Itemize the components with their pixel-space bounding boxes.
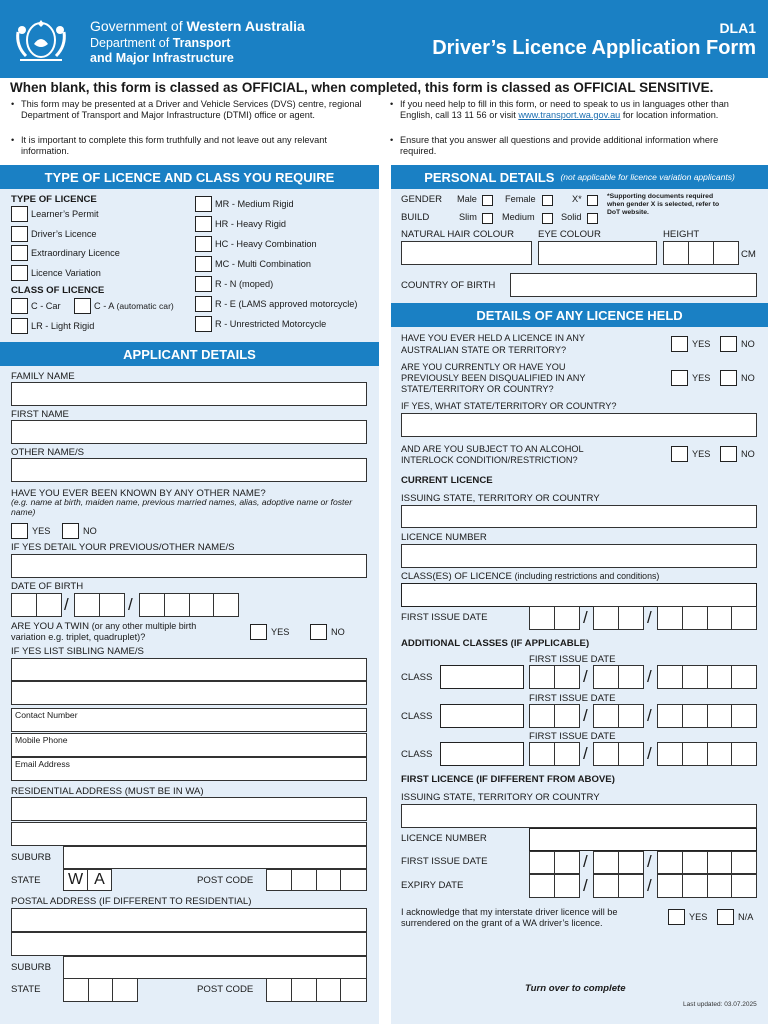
licence-number-input[interactable]: [401, 544, 757, 568]
issuing-state-label: ISSUING STATE, TERRITORY OR COUNTRY: [401, 493, 600, 504]
interlock-question-line2: INTERLOCK CONDITION/RESTRICTION?: [401, 455, 578, 465]
no-label: NO: [83, 526, 97, 536]
date-separator: /: [583, 667, 588, 686]
medium-label: Medium: [502, 212, 535, 222]
twin-yes-checkbox[interactable]: [250, 624, 267, 640]
family-name-label: FAMILY NAME: [11, 371, 75, 382]
gender-x-label: X*: [572, 194, 582, 204]
male-label: Male: [457, 194, 477, 204]
date-separator: /: [583, 744, 588, 763]
class-label: CLASS: [401, 749, 433, 760]
additional-class-1-input[interactable]: [440, 665, 524, 689]
twin-question-line2: variation e.g. triplet, quadruplet)?: [11, 632, 146, 642]
date-separator: /: [647, 876, 652, 895]
disqualified-no-checkbox[interactable]: [720, 370, 737, 386]
gender-x-note: *Supporting documents required when gender X is selected, refer to DoT website.: [607, 193, 720, 216]
state-box-letter-2: A: [88, 869, 112, 891]
disqualified-yes-checkbox[interactable]: [671, 370, 688, 386]
first-issue-year-input[interactable]: [657, 606, 757, 630]
class-mc-checkbox[interactable]: [195, 256, 212, 272]
learners-permit-label: Learner’s Permit: [31, 209, 99, 219]
previous-names-label: IF YES DETAIL YOUR PREVIOUS/OTHER NAME/S: [11, 542, 235, 553]
residential-suburb-input[interactable]: [63, 846, 367, 869]
first-issue-day-input[interactable]: [529, 606, 580, 630]
class-hr-checkbox[interactable]: [195, 216, 212, 232]
build-solid-checkbox[interactable]: [587, 213, 598, 224]
first-name-label: FIRST NAME: [11, 409, 69, 420]
first-issue-date-label: FIRST ISSUE DATE: [529, 654, 616, 665]
first-issue-date-label: FIRST ISSUE DATE: [401, 856, 488, 867]
class-rn-checkbox[interactable]: [195, 276, 212, 292]
date-separator: /: [647, 852, 652, 871]
dob-year-input[interactable]: [139, 593, 239, 617]
first-name-input[interactable]: [11, 420, 367, 444]
class-lr-checkbox[interactable]: [11, 318, 28, 334]
first-licence-issue-month[interactable]: [593, 851, 644, 874]
issuing-state-label: ISSUING STATE, TERRITORY OR COUNTRY: [401, 792, 600, 803]
interlock-question: AND ARE YOU SUBJECT TO AN ALCOHOL: [401, 444, 584, 454]
gender-x-checkbox[interactable]: [587, 195, 598, 206]
class-ca-checkbox[interactable]: [74, 298, 91, 314]
class-label: CLASS: [401, 711, 433, 722]
other-names-input[interactable]: [11, 458, 367, 482]
intro-bullet: • This form may be presented at a Driver and Vehicle Services (DVS) centre, regional Department of Transport and Major Infrastructure (DTMI) office or agent.: [21, 99, 376, 120]
disqualified-where-input[interactable]: [401, 413, 757, 437]
licence-number-label: LICENCE NUMBER: [401, 833, 487, 844]
expiry-day-input[interactable]: [529, 874, 580, 898]
additional-classes-heading: ADDITIONAL CLASSES (IF APPLICABLE): [401, 638, 590, 649]
personal-details-heading: PERSONAL DETAILS (not applicable for licence variation applicants): [391, 165, 768, 189]
yes-label: YES: [692, 339, 711, 349]
country-of-birth-label: COUNTRY OF BIRTH: [401, 280, 496, 291]
licence-variation-checkbox[interactable]: [11, 265, 28, 281]
postcode-label: POST CODE: [197, 984, 254, 995]
additional-class-1-year[interactable]: [657, 665, 757, 689]
class-hc-label: HC - Heavy Combination: [215, 239, 317, 249]
gender-label: GENDER: [401, 194, 443, 205]
class-r-checkbox[interactable]: [195, 316, 212, 332]
mobile-phone-label: Mobile Phone: [15, 735, 68, 745]
yes-label: YES: [271, 627, 290, 637]
yes-label: YES: [692, 449, 711, 459]
other-names-label: OTHER NAME/S: [11, 447, 85, 458]
additional-class-2-year[interactable]: [657, 704, 757, 728]
build-medium-checkbox[interactable]: [542, 213, 553, 224]
gender-female-checkbox[interactable]: [542, 195, 553, 206]
licence-variation-label: Licence Variation: [31, 268, 101, 278]
build-label: BUILD: [401, 212, 430, 223]
date-separator: /: [583, 608, 588, 627]
expiry-month-input[interactable]: [593, 874, 644, 898]
current-licence-heading: CURRENT LICENCE: [401, 475, 493, 486]
class-c-checkbox[interactable]: [11, 298, 28, 314]
first-issue-month-input[interactable]: [593, 606, 644, 630]
first-licence-issue-day[interactable]: [529, 851, 580, 874]
licence-type-heading: TYPE OF LICENCE AND CLASS YOU REQUIRE: [0, 165, 379, 189]
date-separator: /: [583, 876, 588, 895]
disqualified-where-label: IF YES, WHAT STATE/TERRITORY OR COUNTRY?: [401, 401, 617, 411]
interlock-no-checkbox[interactable]: [720, 446, 737, 462]
dob-day-input[interactable]: [11, 593, 62, 617]
cm-unit-label: CM: [741, 249, 756, 260]
additional-class-2-input[interactable]: [440, 704, 524, 728]
type-of-licence-label: TYPE OF LICENCE: [11, 194, 97, 205]
additional-class-1-month[interactable]: [593, 665, 644, 689]
yes-label: YES: [32, 526, 51, 536]
date-separator: /: [583, 852, 588, 871]
hair-colour-input[interactable]: [401, 241, 532, 265]
licence-number-label: LICENCE NUMBER: [401, 532, 487, 543]
acknowledgement-text: I acknowledge that my interstate driver licence will be: [401, 907, 618, 917]
email-address-label: Email Address: [15, 759, 70, 769]
class-rn-label: R - N (moped): [215, 279, 274, 289]
class-mr-checkbox[interactable]: [195, 196, 212, 212]
government-name: Government of Western Australia: [90, 18, 305, 34]
held-licence-question-line2: AUSTRALIAN STATE OR TERRITORY?: [401, 345, 567, 355]
additional-class-2-month[interactable]: [593, 704, 644, 728]
extraordinary-licence-label: Extraordinary Licence: [31, 248, 120, 258]
suburb-label: SUBURB: [11, 962, 51, 973]
first-issue-date-label: FIRST ISSUE DATE: [401, 612, 488, 623]
siblings-label: IF YES LIST SIBLING NAME/S: [11, 646, 144, 657]
date-separator: /: [647, 744, 652, 763]
extraordinary-licence-checkbox[interactable]: [11, 245, 28, 261]
drivers-licence-label: Driver’s Licence: [31, 229, 97, 239]
first-licence-issue-year[interactable]: [657, 851, 757, 874]
class-hr-label: HR - Heavy Rigid: [215, 219, 286, 229]
eye-colour-label: EYE COLOUR: [538, 229, 601, 240]
acknowledge-na-checkbox[interactable]: [717, 909, 734, 925]
female-label: Female: [505, 194, 536, 204]
state-label: STATE: [11, 984, 41, 995]
class-re-label: R - E (LAMS approved motorcycle): [215, 299, 358, 309]
class-mr-label: MR - Medium Rigid: [215, 199, 294, 209]
no-label: NO: [741, 449, 755, 459]
known-other-yes-checkbox[interactable]: [11, 523, 28, 539]
first-licence-number-input[interactable]: [529, 828, 757, 851]
intro-bullet: • If you need help to fill in this form, or need to speak to us in languages other than English, call 13 11 56 or visit www.transport.wa.gov.au for location information.: [400, 99, 755, 120]
residential-address-label: RESIDENTIAL ADDRESS (MUST BE IN WA): [11, 786, 204, 797]
class-ca-label: C - A (automatic car): [94, 301, 174, 311]
class-r-label: R - Unrestricted Motorcycle: [215, 319, 327, 329]
class-label: CLASS: [401, 672, 433, 683]
postcode-label: POST CODE: [197, 875, 254, 886]
held-licence-yes-checkbox[interactable]: [671, 336, 688, 352]
residential-postcode-input[interactable]: [266, 869, 367, 891]
acknowledgement-text-line2: surrendered on the grant of a WA driver’s licence.: [401, 918, 603, 928]
classification-notice: When blank, this form is classed as OFFICIAL, when completed, this form is classed as OFFICIAL SENSITIVE.: [10, 80, 714, 95]
yes-label: YES: [692, 373, 711, 383]
additional-class-3-input[interactable]: [440, 742, 524, 766]
first-issue-date-label: FIRST ISSUE DATE: [529, 693, 616, 704]
intro-bullet: • It is important to complete this form truthfully and not leave out any relevant information.: [21, 135, 376, 156]
date-separator: /: [647, 667, 652, 686]
first-issue-date-label: FIRST ISSUE DATE: [529, 731, 616, 742]
intro-bullet: • Ensure that you answer all questions and provide additional information where required.: [400, 135, 755, 156]
interlock-yes-checkbox[interactable]: [671, 446, 688, 462]
build-slim-checkbox[interactable]: [482, 213, 493, 224]
drivers-licence-checkbox[interactable]: [11, 226, 28, 242]
date-separator: /: [647, 706, 652, 725]
class-of-licence-label: CLASS OF LICENCE: [11, 285, 105, 296]
gender-male-checkbox[interactable]: [482, 195, 493, 206]
date-separator: /: [128, 595, 133, 614]
applicant-details-heading: APPLICANT DETAILS: [0, 342, 379, 366]
known-other-name-note: (e.g. name at birth, maiden name, previous married names, alias, adoptive name or foster name): [11, 497, 353, 517]
known-other-name-question: HAVE YOU EVER BEEN KNOWN BY ANY OTHER NAME?: [11, 488, 266, 499]
class-re-checkbox[interactable]: [195, 296, 212, 312]
expiry-date-label: EXPIRY DATE: [401, 880, 464, 891]
last-updated-text: Last updated: 03.07.2025: [683, 1001, 757, 1008]
additional-class-2-day[interactable]: [529, 704, 580, 728]
residential-address-input-line2[interactable]: [11, 822, 367, 846]
siblings-input-line1[interactable]: [11, 658, 367, 681]
department-name-line1: Department of Transport: [90, 36, 231, 50]
hair-colour-label: NATURAL HAIR COLOUR: [401, 229, 515, 240]
additional-class-3-month[interactable]: [593, 742, 644, 766]
first-licence-heading: FIRST LICENCE (IF DIFFERENT FROM ABOVE): [401, 774, 615, 785]
country-of-birth-input[interactable]: [510, 273, 757, 297]
department-name-line2: and Major Infrastructure: [90, 51, 234, 65]
postal-address-input-line2[interactable]: [11, 932, 367, 956]
solid-label: Solid: [561, 212, 582, 222]
acknowledge-yes-checkbox[interactable]: [668, 909, 685, 925]
additional-class-3-day[interactable]: [529, 742, 580, 766]
no-label: NO: [331, 627, 345, 637]
class-hc-checkbox[interactable]: [195, 236, 212, 252]
learners-permit-checkbox[interactable]: [11, 206, 28, 222]
yes-label: YES: [689, 912, 708, 922]
eye-colour-input[interactable]: [538, 241, 657, 265]
date-of-birth-label: DATE OF BIRTH: [11, 581, 84, 592]
height-input[interactable]: [663, 241, 739, 265]
licence-held-heading: DETAILS OF ANY LICENCE HELD: [391, 303, 768, 327]
turn-over-note: Turn over to complete: [525, 983, 626, 994]
state-label: STATE: [11, 875, 41, 886]
transport-website-link[interactable]: www.transport.wa.gov.au: [518, 109, 621, 120]
wa-government-crest-icon: [12, 10, 70, 66]
classes-input[interactable]: [401, 583, 757, 607]
form-title: Driver’s Licence Application Form: [432, 37, 756, 59]
state-box-letter-1: W: [63, 869, 88, 891]
no-label: NO: [741, 373, 755, 383]
previous-names-input[interactable]: [11, 554, 367, 578]
contact-number-label: Contact Number: [15, 710, 78, 720]
suburb-label: SUBURB: [11, 852, 51, 863]
date-separator: /: [583, 706, 588, 725]
known-other-no-checkbox[interactable]: [62, 523, 79, 539]
additional-class-1-day[interactable]: [529, 665, 580, 689]
postal-address-label: POSTAL ADDRESS (IF DIFFERENT TO RESIDENTIAL): [11, 896, 252, 907]
classes-label: CLASS(ES) OF LICENCE (including restrictions and conditions): [401, 571, 660, 582]
residential-address-input-line1[interactable]: [11, 797, 367, 821]
held-licence-no-checkbox[interactable]: [720, 336, 737, 352]
first-licence-issuing-input[interactable]: [401, 804, 757, 828]
twin-question: ARE YOU A TWIN (or any other multiple birth: [11, 621, 197, 632]
class-mc-label: MC - Multi Combination: [215, 259, 311, 269]
no-label: NO: [741, 339, 755, 349]
date-separator: /: [64, 595, 69, 614]
class-c-label: C - Car: [31, 301, 61, 311]
postal-address-input-line1[interactable]: [11, 908, 367, 932]
siblings-input-line2[interactable]: [11, 681, 367, 705]
disqualified-question-line2: PREVIOUSLY BEEN DISQUALIFIED IN ANY: [401, 373, 586, 383]
held-licence-question: HAVE YOU EVER HELD A LICENCE IN ANY: [401, 333, 585, 343]
additional-class-3-year[interactable]: [657, 742, 757, 766]
form-code: DLA1: [719, 20, 756, 36]
date-separator: /: [647, 608, 652, 627]
expiry-year-input[interactable]: [657, 874, 757, 898]
twin-no-checkbox[interactable]: [310, 624, 327, 640]
postal-postcode-input[interactable]: [266, 978, 367, 1002]
disqualified-question-line3: STATE/TERRITORY OR COUNTRY?: [401, 384, 554, 394]
disqualified-question: ARE YOU CURRENTLY OR HAVE YOU: [401, 362, 566, 372]
height-label: HEIGHT: [663, 229, 700, 240]
postal-state-input[interactable]: [63, 978, 138, 1002]
dob-month-input[interactable]: [74, 593, 125, 617]
slim-label: Slim: [459, 212, 477, 222]
postal-suburb-input[interactable]: [63, 956, 367, 979]
class-lr-label: LR - Light Rigid: [31, 321, 95, 331]
family-name-input[interactable]: [11, 382, 367, 406]
issuing-state-input[interactable]: [401, 505, 757, 528]
na-label: N/A: [738, 912, 754, 922]
